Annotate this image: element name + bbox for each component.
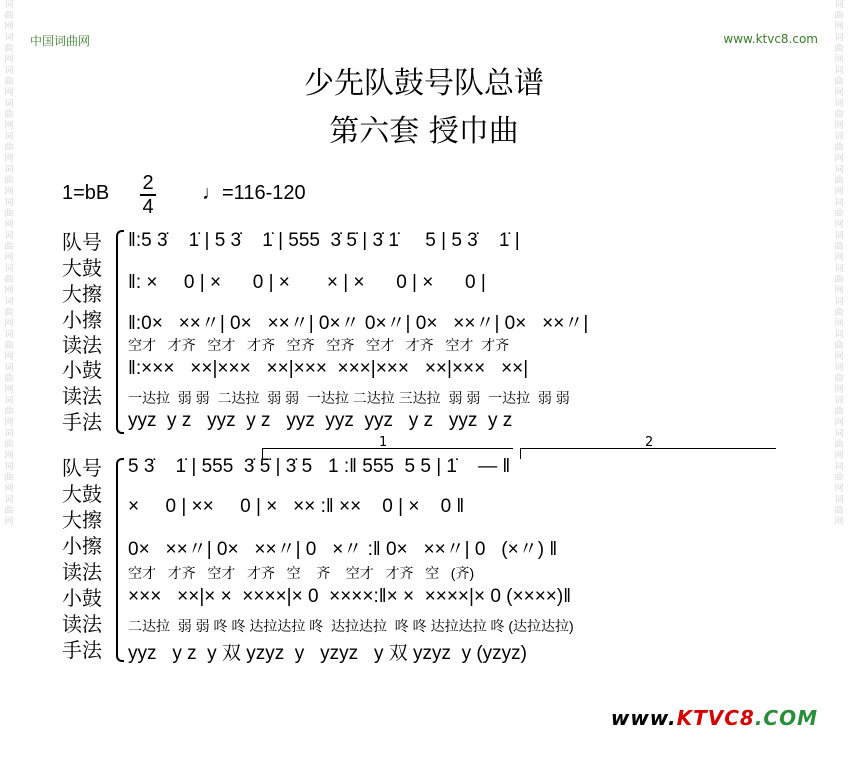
s1-cymbal-reading: 空才 才齐 空才 才齐 空齐 空齐 空才 才齐 空才 才齐: [128, 337, 510, 353]
system1-brace: [116, 230, 124, 434]
key-signature: 1=bB: [62, 182, 110, 204]
s2-label-hand-cymbal: 小擦: [62, 534, 102, 558]
footer-logo-url[interactable]: [611, 706, 818, 730]
s2-label-snare-reading: 读法: [62, 612, 102, 636]
s2-label-reading: 读法: [62, 560, 102, 584]
s1-bugle-line: ‖:5 3̇ 1̇ | 5 3̇ 1̇ | 555 3̇ 5̇ | 3̇ 1̇ 5 | 5 3̇ 1̇ |: [128, 230, 520, 251]
s1-label-cymbal: 大擦: [62, 282, 102, 306]
system2-brace: [116, 458, 124, 662]
s1-snare-line: ‖:××× ××|××× ××|××× ×××|××× ××|××× ××|: [128, 358, 529, 379]
page-subtitle: 第六套 授巾曲: [329, 114, 519, 149]
site-name-left[interactable]: 中国词曲网: [30, 34, 91, 48]
site-url-right[interactable]: www.ktvc8.com: [723, 32, 818, 46]
time-sig-top: 2: [142, 172, 154, 194]
s2-cymbal-line: 0× ××〃| 0× ××〃| 0 ×〃 :‖ 0× ××〃| 0 (×〃) ‖: [128, 539, 558, 560]
s2-hand-line: yyz y z y 双 yzyz y yzyz y 双 yzyz y (yzyz): [128, 643, 528, 664]
s2-label-snare: 小鼓: [62, 586, 102, 610]
s2-snare-line: ××× ××|× × ××××|× 0 ××××:‖× × ××××|× 0 (××××)‖: [128, 586, 572, 607]
tempo-marking: ♩=116-120: [202, 182, 306, 204]
footer-url-brand: KTVC8: [676, 706, 755, 730]
page-title: 少先队鼓号队总谱: [304, 66, 544, 101]
s1-label-snare: 小鼓: [62, 358, 102, 382]
s1-label-bass-drum: 大鼓: [62, 256, 102, 280]
s1-label-hand-cymbal: 小擦: [62, 308, 102, 332]
s1-snare-reading: 一达拉 弱 弱 二达拉 弱 弱 一达拉 二达拉 三达拉 弱 弱 一达拉 弱 弱: [128, 390, 570, 406]
s2-label-bugle: 队号: [62, 456, 102, 480]
watermark-right: 词曲网词曲网词曲网词曲网词曲网词曲网词曲网词曲网词曲网词曲网词曲网词曲网词曲网词曲网词曲网词曲网: [834, 0, 844, 527]
s1-bass-line: ‖: × 0 | × 0 | × × | × 0 | × 0 |: [128, 272, 486, 293]
s1-label-hand: 手法: [62, 410, 102, 434]
s2-cymbal-reading: 空才 才齐 空才 才齐 空 齐 空才 才齐 空 (齐): [128, 565, 475, 581]
s2-label-hand: 手法: [62, 638, 102, 662]
s2-label-cymbal: 大擦: [62, 508, 102, 532]
s1-label-snare-reading: 读法: [62, 384, 102, 408]
footer-url-suffix: .COM: [754, 706, 818, 730]
s2-label-bass-drum: 大鼓: [62, 482, 102, 506]
second-ending-number: 2: [645, 435, 654, 450]
time-signature: [140, 172, 156, 218]
s1-hand-line: yyz y z yyz y z yyz yyz yyz y z yyz y z: [128, 410, 513, 431]
watermark-left: 词曲网词曲网词曲网词曲网词曲网词曲网词曲网词曲网词曲网词曲网词曲网词曲网词曲网词曲网词曲网词曲网: [4, 0, 14, 527]
s1-label-reading: 读法: [62, 333, 102, 357]
s2-bugle-line: 5 3̇ 1̇ | 555 3̇ 5̇ | 3̇ 5 1 :‖ 555 5 5 | 1̇ — ‖: [128, 456, 511, 477]
s1-label-bugle: 队号: [62, 230, 102, 254]
footer-url-prefix: www.: [610, 706, 677, 730]
s1-cymbal-line: ‖:0× ××〃| 0× ××〃| 0×〃 0×〃| 0× ××〃| 0× ××〃|: [128, 313, 589, 334]
time-sig-bottom: 4: [142, 196, 154, 218]
s2-bass-line: × 0 | ×× 0 | × ×× :‖ ×× 0 | × 0 ‖: [128, 496, 465, 517]
first-ending-number: 1: [379, 435, 388, 450]
s2-snare-reading: 二达拉 弱 弱 咚 咚 达拉达拉 咚 达拉达拉 咚 咚 达拉达拉 咚 (达拉达拉): [128, 618, 574, 634]
